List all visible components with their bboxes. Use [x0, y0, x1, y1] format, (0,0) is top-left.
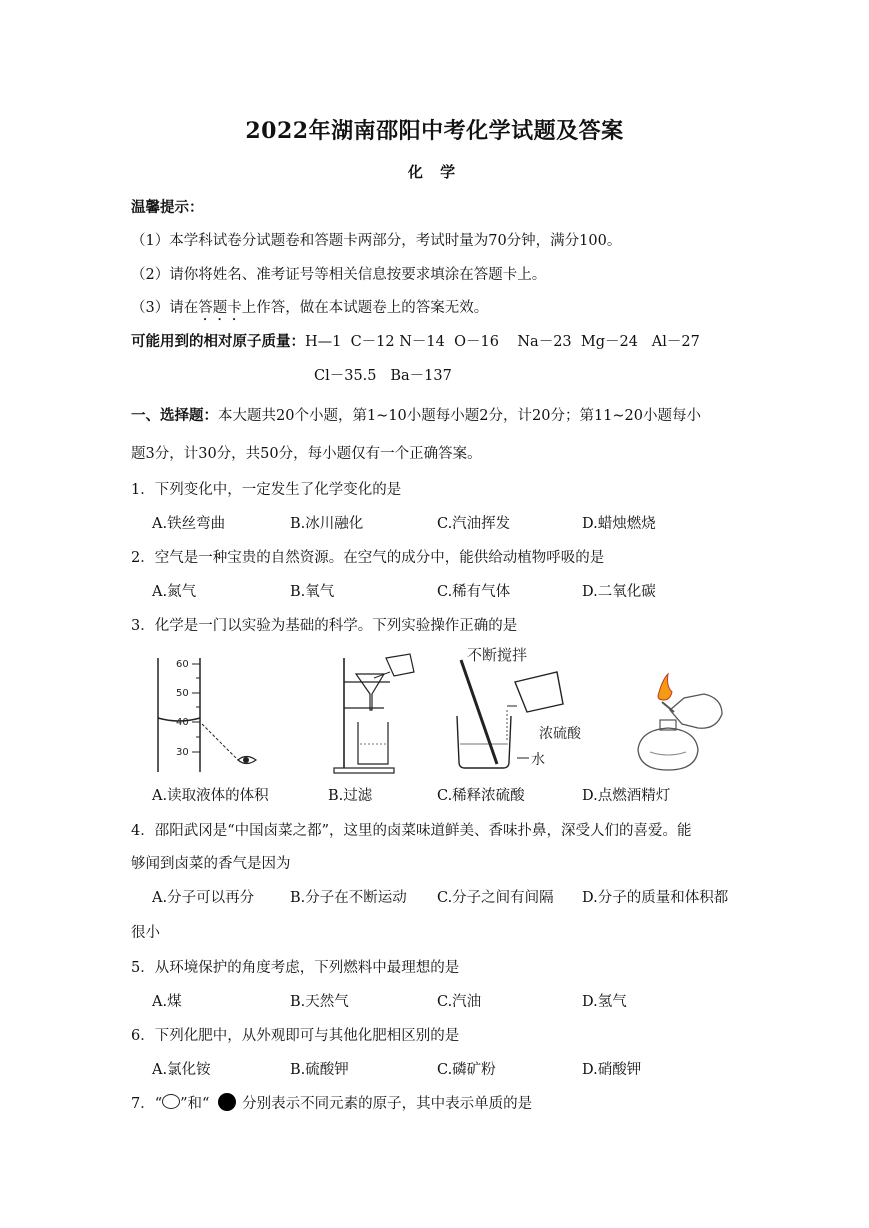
section-1-line-1 [131, 404, 701, 425]
acid-beaker-icon [515, 672, 563, 712]
figure-filtration [330, 652, 430, 776]
question-6-option-d: D.硝酸钾 [582, 1062, 642, 1078]
question-1-stem: 1．下列变化中，一定发生了化学变化的是 [131, 482, 402, 498]
question-1-option-a: A.铁丝弯曲 [152, 516, 226, 532]
tip-3-emphasis: 答题卡 [198, 300, 242, 316]
tip-3-post: 上作答，做在本试题卷上的答案无效。 [241, 300, 489, 316]
question-7-stem-post: 分别表示不同元素的原子，其中表示单质的是 [242, 1096, 533, 1112]
question-4-stem: 4．邵阳武冈是“中国卤菜之都”，这里的卤菜味道鲜美、香味扑鼻，深受人们的喜爱。能 [131, 823, 692, 839]
question-2-option-d: D.二氧化碳 [582, 584, 656, 600]
cylinder-tick-40: 40 [176, 717, 189, 728]
figure-light-lamp [626, 670, 736, 776]
tip-3 [131, 296, 488, 324]
section-1-intro: 本大题共20个小题，第1∼10小题每小题2分，计20分；第11∼20小题每小 [218, 408, 702, 424]
question-4-option-d-wrap: 很小 [131, 925, 160, 941]
label-water: 水 [531, 752, 545, 768]
question-4-option-c: C.分子之间有间隔 [437, 890, 554, 906]
page-subtitle: 化 学 [407, 163, 462, 181]
question-6-option-a: A.氯化铵 [152, 1062, 211, 1078]
question-5-stem: 5．从环境保护的角度考虑，下列燃料中最理想的是 [131, 960, 460, 976]
question-6-option-b: B.硫酸钾 [290, 1062, 349, 1078]
question-3-option-a: A.读取液体的体积 [152, 788, 269, 804]
question-1-option-d: D.蜡烛燃烧 [582, 516, 656, 532]
question-2-option-c: C.稀有气体 [437, 584, 511, 600]
tip-1: （1）本学科试卷分试题卷和答题卡两部分，考试时量为70分钟，满分100。 [131, 233, 622, 249]
question-3-stem: 3．化学是一门以实验为基础的科学。下列实验操作正确的是 [131, 618, 518, 634]
pouring-beaker-icon [386, 654, 414, 676]
atomic-mass-heading: 可能用到的相对原子质量： [131, 333, 305, 350]
cylinder-tick-50: 50 [176, 688, 189, 699]
figure-read-cylinder [150, 652, 270, 776]
question-3-option-c: C.稀释浓硫酸 [437, 788, 525, 804]
question-3-option-b: B.过滤 [328, 788, 373, 804]
section-1-line-2: 题3分，计30分，共50分，每小题仅有一个正确答案。 [131, 446, 482, 462]
funnel-icon [356, 674, 384, 710]
flame-icon [658, 674, 672, 700]
question-1-option-b: B.冰川融化 [290, 516, 364, 532]
question-4-option-a: A.分子可以再分 [152, 890, 255, 906]
atomic-mass-line-2: Cl－35.5 Ba－137 [314, 368, 452, 384]
question-5-option-b: B.天然气 [290, 994, 349, 1010]
hollow-circle-icon [162, 1094, 180, 1109]
question-5-option-d: D.氢气 [582, 994, 627, 1010]
page-title: 2022年湖南邵阳中考化学试题及答案 [245, 118, 624, 144]
question-4-option-d: D.分子的质量和体积都 [582, 890, 729, 906]
tip-2: （2）请你将姓名、准考证号等相关信息按要求填涂在答题卡上。 [131, 267, 547, 283]
question-7-stem-pre: 7．“ [131, 1096, 163, 1112]
tips-heading: 温馨提示： [131, 199, 204, 216]
cylinder-tick-30: 30 [176, 747, 189, 758]
question-2-option-b: B.氧气 [290, 584, 335, 600]
question-4-stem-2: 够闻到卤菜的香气是因为 [131, 856, 291, 872]
question-5-option-c: C.汽油 [437, 994, 482, 1010]
tilted-lamp-icon [670, 694, 722, 728]
atomic-mass-line-1 [131, 330, 700, 351]
label-acid: 浓硫酸 [539, 726, 581, 742]
question-6-option-c: C.磷矿粉 [437, 1062, 496, 1078]
atomic-mass-values-1: H—1 C－12 N－14 O－16 Na－23 Mg－24 Al－27 [305, 334, 700, 350]
question-3-option-d: D.点燃酒精灯 [582, 788, 671, 804]
question-6-stem: 6．下列化肥中，从外观即可与其他化肥相区别的是 [131, 1028, 460, 1044]
beaker-icon [358, 722, 388, 764]
question-2-stem: 2．空气是一种宝贵的自然资源。在空气的成分中，能供给动植物呼吸的是 [131, 550, 605, 566]
question-4-option-b: B.分子在不断运动 [290, 890, 407, 906]
question-2-option-a: A.氮气 [152, 584, 197, 600]
filled-circle-icon [218, 1093, 236, 1111]
question-1-option-c: C.汽油挥发 [437, 516, 511, 532]
question-7-stem [131, 1092, 532, 1113]
question-7-stem-mid: ”和“ [180, 1096, 215, 1112]
cylinder-tick-60: 60 [176, 659, 189, 670]
alcohol-lamp-icon [638, 728, 698, 770]
label-stir: 不断搅拌 [467, 646, 528, 664]
section-1-heading: 一、选择题： [131, 407, 218, 424]
glass-rod-icon [461, 660, 497, 764]
question-5-option-a: A.煤 [152, 994, 182, 1010]
figure-dilute-acid [447, 644, 597, 776]
tip-3-pre: （3）请在 [131, 300, 199, 316]
